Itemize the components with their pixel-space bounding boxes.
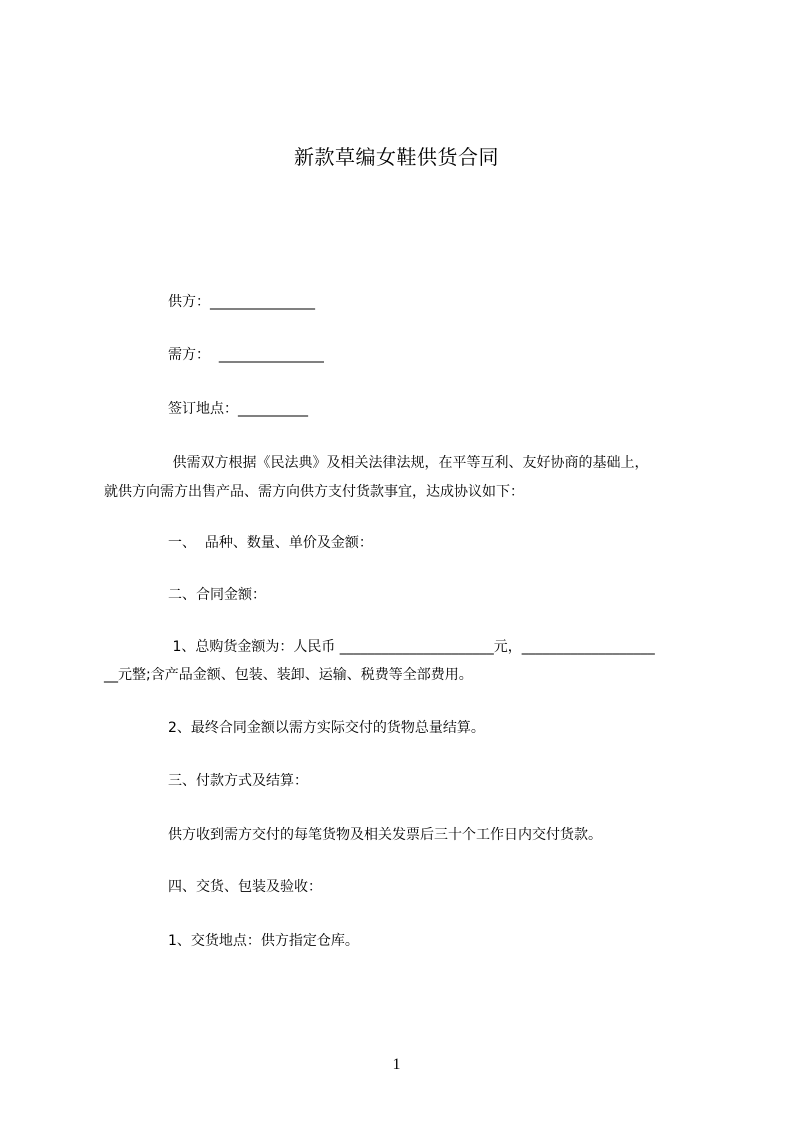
- clause-2-1-line-1: 1、总购货金额为：人民币 ______________________元，___________________: [168, 639, 655, 655]
- clause-2-2: 2、最终合同金额以需方实际交付的货物总量结算。: [168, 720, 485, 736]
- clause-4-1: 1、交货地点：供方指定仓库。: [168, 933, 359, 949]
- section-heading-2: 二、合同金额：: [168, 587, 266, 603]
- clause-3-1: 供方收到需方交付的每笔货物及相关发票后三十个工作日内交付货款。: [168, 827, 602, 843]
- document-title: 新款草编女鞋供货合同: [294, 145, 499, 169]
- supplier-line: 供方：_______________: [168, 294, 315, 310]
- buyer-line: 需方： _______________: [168, 347, 324, 363]
- section-heading-4: 四、交货、包装及验收：: [168, 879, 322, 895]
- section-heading-3: 三、付款方式及结算：: [168, 773, 308, 789]
- section-heading-1: 一、 品种、数量、单价及金额：: [168, 535, 373, 551]
- page-number: 1: [392, 1056, 401, 1073]
- intro-paragraph-line-1: 供需双方根据《民法典》及相关法律法规，在平等互利、友好协商的基础上，: [168, 455, 649, 471]
- sign-place-line: 签订地点：__________: [168, 401, 308, 417]
- clause-2-1-line-2: __元整;含产品金额、包装、装卸、运输、税费等全部费用。: [104, 667, 473, 683]
- intro-paragraph-line-2: 就供方向需方出售产品、需方向供方支付货款事宜，达成协议如下：: [104, 484, 524, 500]
